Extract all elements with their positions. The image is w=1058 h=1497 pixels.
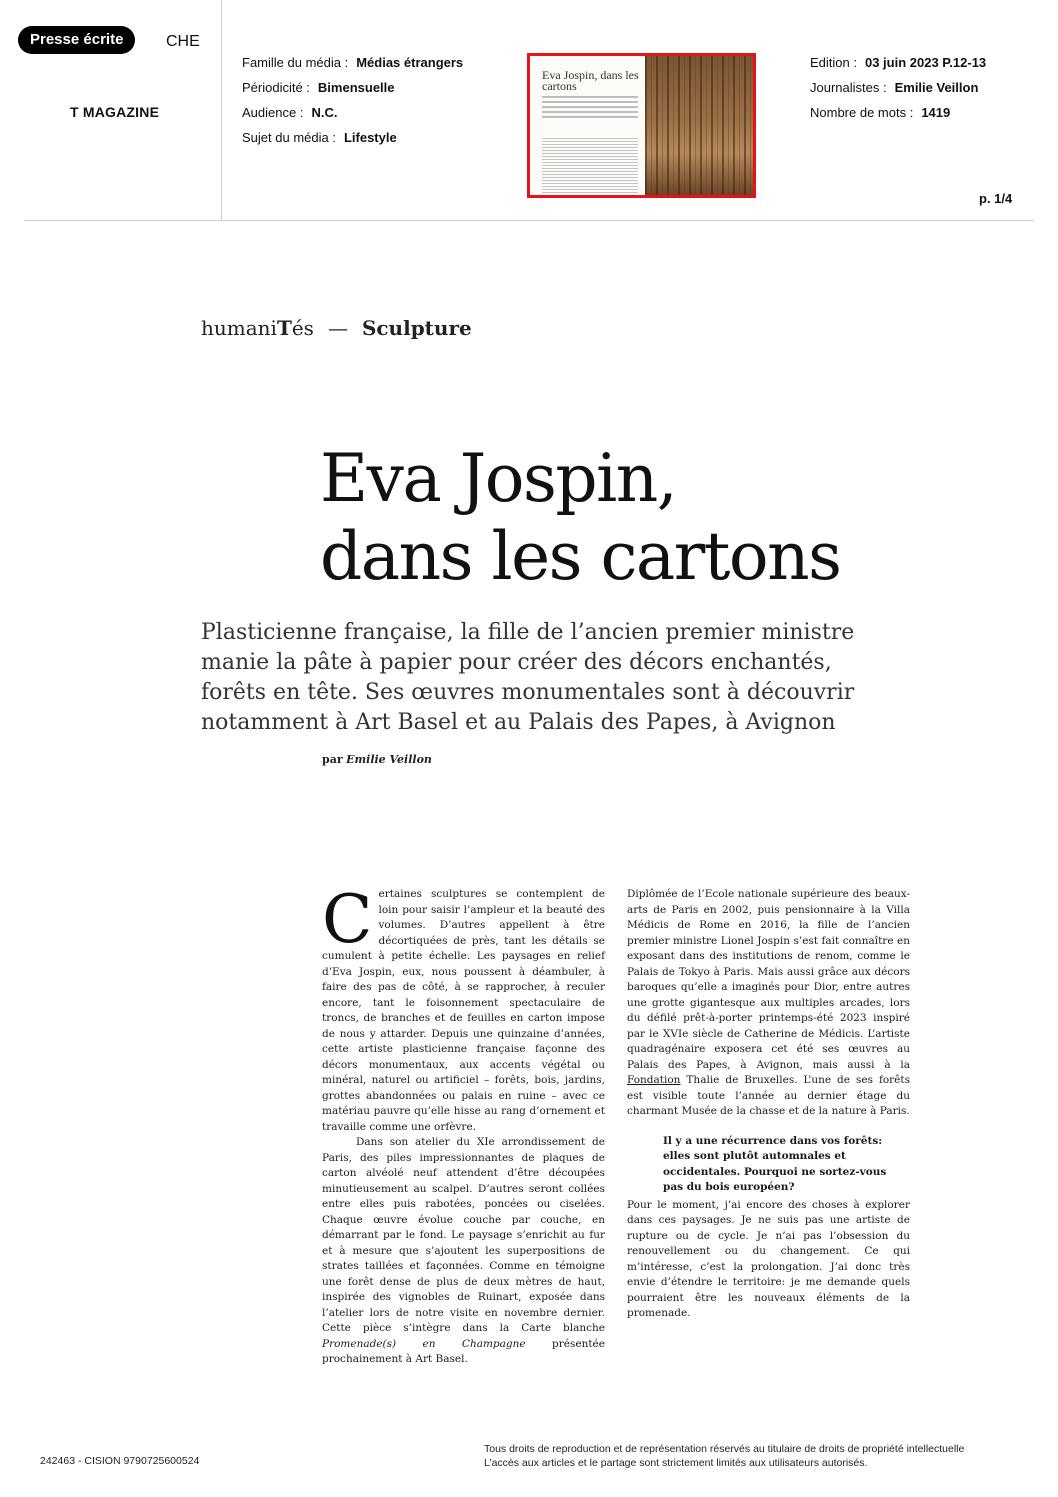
article-column-2 <box>627 887 910 1322</box>
thumbnail-lede-lines <box>542 96 638 121</box>
meta-value: Bimensuelle <box>317 80 395 95</box>
meta-value: Lifestyle <box>343 130 397 145</box>
meta-label: Audience : <box>242 105 304 120</box>
meta-row-journalists <box>810 75 986 100</box>
byline-prefix: par <box>322 753 343 766</box>
rubric-label: humaniTés <box>201 316 314 340</box>
media-name: T MAGAZINE <box>70 104 160 120</box>
article-byline <box>322 753 432 766</box>
thumbnail-body-lines <box>542 138 638 195</box>
lede-line: manie la pâte à papier pour créer des décors enchantés, <box>201 650 832 675</box>
rights-notice <box>484 1442 964 1470</box>
lede-line: Plasticienne française, la fille de l’ancien premier ministre <box>201 620 855 645</box>
lede-line: forêts en tête. Ses œuvres monumentales sont à découvrir <box>201 680 855 705</box>
header-vertical-divider <box>221 0 222 221</box>
byline-author: Emilie Veillon <box>346 753 432 766</box>
media-metadata <box>242 50 463 150</box>
meta-value: 1419 <box>921 105 951 120</box>
article-column-1 <box>322 881 605 1368</box>
paragraph: Certaines sculptures se contemplent de loin pour saisir l’ampleur et la beauté des volumes. D’autres appellent à être décortiquées de près, tant les détails se cumulent à petite échelle. Les paysages en relief d’Eva Jospin, eux, nous poussent à déambuler, à faire des pas de côté, à se rapprocher, à reculer encore, tant le foisonnement spectaculaire de troncs, de branches et de feuilles en carton impose de nous y attarder. Depuis une quinzaine d’années, cette artiste plasticienne française façonne des décors monumentaux, aux accents végétal ou minéral, naturel ou artificiel – forêts, bois, jardins, grottes abandonnées ou palais en ruine – avec ce matériau pauvre qu’elle hisse au rang d’ornement et travaille comme une orfèvre. <box>322 881 605 1133</box>
meta-label: Journalistes : <box>810 80 887 95</box>
meta-label: Sujet du média : <box>242 130 336 145</box>
meta-value: N.C. <box>311 105 338 120</box>
article-lede <box>201 618 861 738</box>
article-rubric <box>201 316 472 340</box>
media-type-badge: Presse écrite <box>18 26 135 54</box>
rubric-dash: — <box>327 316 348 340</box>
paragraph: Dans son atelier du XIe arrondissement de Paris, des piles impressionnantes de plaques de carton alvéolé neuf attendent d’être découpées minutieusement au scalpel. D’autres seront collées entre elles puis rabotées, poncées ou ciselées. Chaque œuvre évolue couche par couche, en démarrant par le fond. Le paysage s’enrichit au fur et à mesure que s’ajoutent les superpositions de strates taillées et façonnées. Comme en témoigne une forêt dense de plus de deux mètres de haut, inspirée des vignobles de Ruinart, exposée dans l’atelier lors de notre visite en novembre dernier. Cette pièce s’intègre dans la Carte blanche Promenade(s) en Champagne présentée prochainement à Art Basel. <box>322 1136 605 1365</box>
meta-label: Nombre de mots : <box>810 105 914 120</box>
article-thumbnail[interactable] <box>527 53 756 198</box>
rights-line: L’accès aux articles et le partage sont strictement limités aux utilisateurs autorisés. <box>484 1457 868 1469</box>
fondation-link[interactable]: Fondation <box>627 1074 681 1086</box>
meta-row-subject <box>242 125 463 150</box>
article-title <box>320 440 980 596</box>
title-line: Eva Jospin, <box>320 440 677 517</box>
meta-value: Médias étrangers <box>356 55 464 70</box>
country-code: CHE <box>166 33 200 50</box>
thumbnail-title: Eva Jospin, dans les cartons <box>542 68 639 93</box>
meta-row-family <box>242 50 463 75</box>
meta-label: Périodicité : <box>242 80 310 95</box>
meta-row-edition <box>810 50 986 75</box>
meta-label: Edition : <box>810 55 857 70</box>
lede-line: notamment à Art Basel et au Palais des Papes, à Avignon <box>201 710 836 735</box>
interview-question: Il y a une récurrence dans vos forêts: elles sont plutôt automnales et occidentales. Pourquoi ne sortez-vous pas du bois européen? <box>663 1134 887 1193</box>
edition-metadata <box>810 50 986 125</box>
meta-value: Emilie Veillon <box>894 80 979 95</box>
exhibition-title: Promenade(s) en Champagne <box>322 1337 526 1350</box>
meta-label: Famille du média : <box>242 55 349 70</box>
page-indicator: p. 1/4 <box>979 191 1013 206</box>
meta-row-word-count <box>810 100 986 125</box>
interview-answer: Pour le moment, j’ai encore des choses à explorer dans ces paysages. Je ne suis pas une artiste de rupture ou de cycle. Je n’ai pas l’obsession du renouvellement ou du changement. Ce qui m’intéresse, c’est la prolongation. J’ai donc très envie d’étendre le territoire: je me demande quels pourraient être les nouveaux éléments de la promenade. <box>627 1198 910 1319</box>
thumbnail-forest-photo <box>645 56 753 195</box>
rubric-section: Sculpture <box>361 316 472 340</box>
paragraph: Diplômée de l’Ecole nationale supérieure des beaux-arts de Paris en 2002, puis pensionnaire à la Villa Médicis de Rome en 2016, la fille de l’ancien premier ministre Lionel Jospin s’est fait connaître en exposant dans des institutions de renom, comme le Palais de Tokyo à Paris. Mais aussi grâce aux décors baroques qu’elle a imaginés pour Dior, entre autres une grotte gigantesque aux multiples arcades, lors du défilé prêt-à-porter printemps-été 2023 inspiré par le XVIe siècle de Catherine de Médicis. L’artiste quadragénaire exposera cet été ses œuvres au Palais des Papes, à Avignon, mais aussi à la Fondation Thalie de Bruxelles. L’une de ses forêts est visible toute l’année au dernier étage du charmant Musée de la chasse et de la nature à Paris. <box>627 888 910 1117</box>
header-horizontal-divider <box>24 220 1034 221</box>
title-line: dans les cartons <box>320 518 841 595</box>
cision-reference: 242463 - CISION 9790725600524 <box>40 1455 200 1467</box>
drop-cap: C <box>322 881 373 958</box>
rights-line: Tous droits de reproduction et de représentation réservés au titulaire de droits de propriété intellectuelle <box>484 1443 965 1455</box>
meta-row-audience <box>242 100 463 125</box>
thumbnail-text-page <box>530 56 645 195</box>
meta-row-periodicity <box>242 75 463 100</box>
meta-value: 03 juin 2023 P.12-13 <box>864 55 987 70</box>
